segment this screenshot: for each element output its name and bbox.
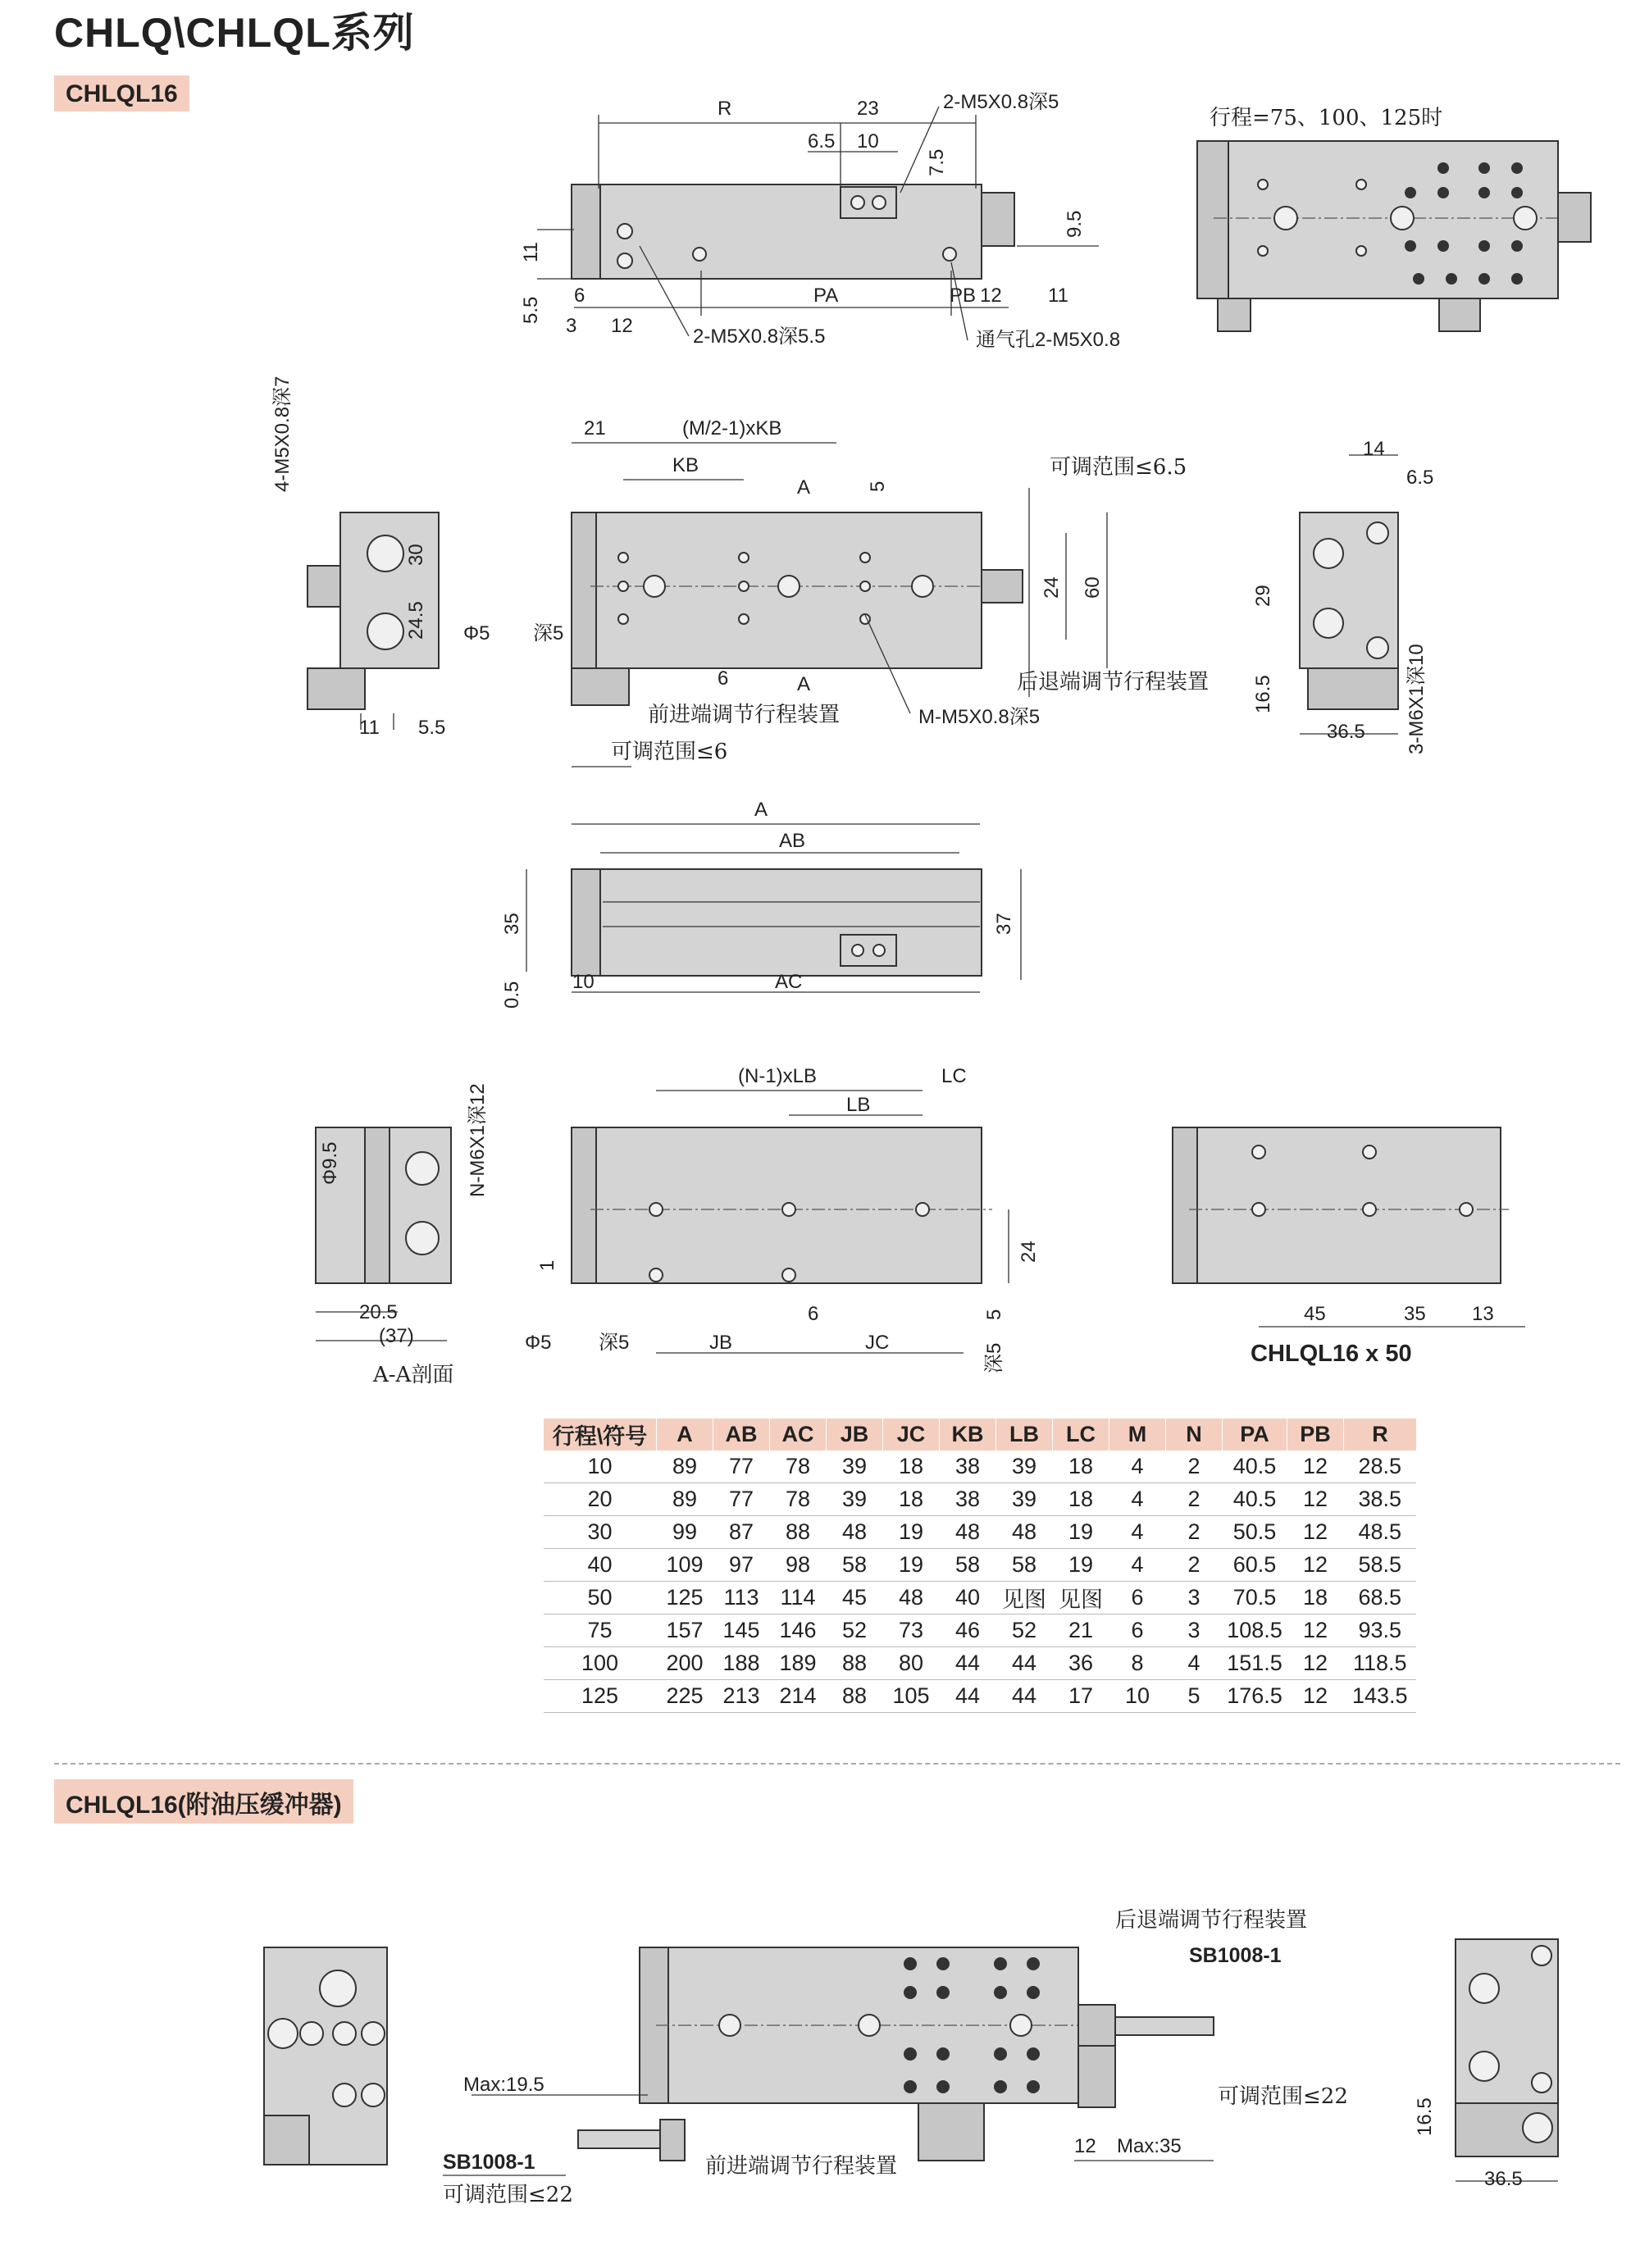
table-cell: 12 — [1287, 1647, 1344, 1680]
table-cell: 60.5 — [1223, 1549, 1287, 1582]
table-cell: 2 — [1166, 1483, 1223, 1516]
dim-label: Φ5 — [463, 622, 490, 644]
table-cell: 114 — [770, 1582, 827, 1614]
table-cell: 38 — [940, 1451, 996, 1483]
dim-label: 0.5 — [501, 981, 523, 1009]
table-cell: 214 — [770, 1680, 827, 1713]
table-cell: 12 — [1287, 1549, 1344, 1582]
dim-label: 60 — [1082, 576, 1104, 599]
part-label: SB1008-1 — [1189, 1944, 1282, 1967]
table-cell: 12 — [1287, 1483, 1344, 1516]
table-cell: 48.5 — [1344, 1516, 1417, 1549]
col-header: R — [1344, 1419, 1417, 1451]
dim-label: 10 — [857, 130, 879, 153]
table-cell: 见图 — [1053, 1582, 1109, 1614]
table-cell: 44 — [996, 1647, 1053, 1680]
col-header: N — [1166, 1419, 1223, 1451]
col-header: PB — [1287, 1419, 1344, 1451]
dim-label: 6 — [718, 667, 729, 690]
dim-label: 6.5 — [1406, 467, 1434, 489]
table-cell: 18 — [1287, 1582, 1344, 1614]
table-cell: 18 — [1053, 1451, 1109, 1483]
col-header: KB — [940, 1419, 996, 1451]
table-cell: 113 — [713, 1582, 770, 1614]
dim-label: 11 — [1048, 285, 1068, 307]
table-cell: 58 — [940, 1549, 996, 1582]
table-cell: 19 — [1053, 1549, 1109, 1582]
table-cell: 89 — [657, 1451, 713, 1483]
dim-label: 6 — [574, 285, 585, 307]
table-cell: 188 — [713, 1647, 770, 1680]
table-cell: 4 — [1109, 1451, 1166, 1483]
stroke-note: 行程=75、100、125时 — [1210, 106, 1443, 130]
table-cell: 39 — [827, 1451, 883, 1483]
dim-label: 16.5 — [1414, 2097, 1436, 2136]
dim-label: 通气孔2-M5X0.8 — [976, 329, 1121, 351]
table-cell: 50 — [544, 1582, 657, 1614]
table-cell: 2 — [1166, 1516, 1223, 1549]
table-row — [544, 1451, 1417, 1483]
table-cell: 20 — [544, 1483, 657, 1516]
dim-label: A — [754, 799, 768, 821]
table-cell: 100 — [544, 1647, 657, 1680]
table-cell: 225 — [657, 1680, 713, 1713]
dim-label: JC — [865, 1332, 890, 1354]
page-title: CHLQ\CHLQL系列 — [54, 10, 415, 56]
table-row — [544, 1680, 1417, 1713]
col-header: M — [1109, 1419, 1166, 1451]
table-cell: 12 — [1287, 1680, 1344, 1713]
table-cell: 见图 — [996, 1582, 1053, 1614]
table-cell: 157 — [657, 1614, 713, 1647]
dim-label: 36.5 — [1484, 2168, 1523, 2190]
dim-label: 可调范围≤22 — [1218, 2084, 1348, 2109]
table-cell: 28.5 — [1344, 1451, 1417, 1483]
table-cell: 19 — [883, 1516, 940, 1549]
table-cell: 80 — [883, 1647, 940, 1680]
dim-label: 7.5 — [926, 148, 948, 176]
dim-label: 29 — [1252, 585, 1274, 607]
dim-label: 16.5 — [1252, 675, 1274, 713]
dim-label: 35 — [501, 913, 523, 935]
table-cell: 40 — [940, 1582, 996, 1614]
dim-label: PA — [813, 285, 839, 307]
table-cell: 97 — [713, 1549, 770, 1582]
dim-label: A — [797, 476, 811, 499]
dim-label: 9.5 — [1064, 210, 1086, 238]
table-cell: 93.5 — [1344, 1614, 1417, 1647]
table-cell: 17 — [1053, 1680, 1109, 1713]
dim-label: 6 — [808, 1303, 819, 1325]
table-row — [544, 1614, 1417, 1647]
table-cell: 3 — [1166, 1582, 1223, 1614]
table-cell: 6 — [1109, 1582, 1166, 1614]
dim-label: 13 — [1472, 1303, 1494, 1325]
table-cell: 44 — [940, 1680, 996, 1713]
table-cell: 4 — [1109, 1549, 1166, 1582]
table-cell: 48 — [883, 1582, 940, 1614]
dim-label: AB — [779, 830, 806, 852]
dim-label: 12 — [1074, 2135, 1096, 2157]
dim-label: 前进端调节行程装置 — [705, 2154, 898, 2179]
table-cell: 10 — [544, 1451, 657, 1483]
dim-label: JB — [709, 1332, 733, 1354]
dim-label: 23 — [857, 98, 879, 120]
table-cell: 109 — [657, 1549, 713, 1582]
table-cell: 189 — [770, 1647, 827, 1680]
dim-label: 10 — [572, 971, 595, 993]
table-cell: 36 — [1053, 1647, 1109, 1680]
table-cell: 48 — [996, 1516, 1053, 1549]
dim-label: 后退端调节行程装置 — [1115, 1908, 1308, 1933]
dim-label: (N-1)xLB — [738, 1065, 818, 1087]
table-cell: 39 — [996, 1451, 1053, 1483]
dim-label: Max:19.5 — [463, 2074, 544, 2096]
dim-label: 后退端调节行程装置 — [1017, 670, 1210, 695]
dim-label: 1 — [536, 1259, 558, 1271]
section-label: A-A剖面 — [373, 1363, 454, 1387]
dim-label: 可调范围≤6.5 — [1050, 455, 1187, 480]
table-row — [544, 1483, 1417, 1516]
table-cell: 118.5 — [1344, 1647, 1417, 1680]
table-cell: 4 — [1166, 1647, 1223, 1680]
col-header: JC — [883, 1419, 940, 1451]
table-cell: 88 — [827, 1647, 883, 1680]
table-cell: 38.5 — [1344, 1483, 1417, 1516]
spec-table — [543, 1419, 1416, 1713]
dim-label: 45 — [1304, 1303, 1326, 1325]
table-cell: 8 — [1109, 1647, 1166, 1680]
table-cell: 2 — [1166, 1451, 1223, 1483]
table-cell: 200 — [657, 1647, 713, 1680]
dim-label: 可调范围≤22 — [443, 2183, 573, 2207]
table-cell: 78 — [770, 1483, 827, 1516]
table-cell: 88 — [827, 1680, 883, 1713]
table-row — [544, 1582, 1417, 1614]
table-cell: 18 — [1053, 1483, 1109, 1516]
dim-label: 6.5 — [808, 130, 836, 153]
section-tag-chlql16: CHLQL16 — [54, 75, 189, 112]
dim-label: 3-M6X1深10 — [1405, 644, 1428, 754]
col-header: LB — [996, 1419, 1053, 1451]
dim-label: 深5 — [599, 1332, 630, 1354]
drawing-front-view — [271, 376, 1433, 767]
table-cell: 125 — [544, 1680, 657, 1713]
dim-label: AC — [775, 971, 803, 993]
dim-label: 36.5 — [1327, 721, 1365, 743]
table-cell: 44 — [940, 1647, 996, 1680]
table-cell: 70.5 — [1223, 1582, 1287, 1614]
dim-label: 深5 — [533, 622, 564, 644]
dim-label: 14 — [1363, 438, 1385, 460]
col-header: JB — [827, 1419, 883, 1451]
table-cell: 12 — [1287, 1451, 1344, 1483]
table-cell: 6 — [1109, 1614, 1166, 1647]
table-cell: 18 — [883, 1451, 940, 1483]
dim-label: 5.5 — [520, 296, 542, 324]
table-cell: 176.5 — [1223, 1680, 1287, 1713]
dim-label: 12 — [611, 315, 633, 337]
table-cell: 4 — [1109, 1516, 1166, 1549]
table-cell: 77 — [713, 1483, 770, 1516]
dim-label: M-M5X0.8深5 — [918, 706, 1041, 728]
dim-label: 4-M5X0.8深7 — [271, 376, 294, 492]
col-header: PA — [1223, 1419, 1287, 1451]
table-cell: 40.5 — [1223, 1483, 1287, 1516]
table-cell: 19 — [883, 1549, 940, 1582]
dim-label: 35 — [1404, 1303, 1426, 1325]
dim-label: Φ5 — [525, 1332, 552, 1354]
dim-label: 5.5 — [418, 717, 446, 739]
dim-label: PB — [950, 285, 977, 307]
dim-label: N-M6X1深12 — [467, 1083, 489, 1197]
table-cell: 40.5 — [1223, 1451, 1287, 1483]
drawing-top-view — [520, 91, 1591, 351]
col-header: LC — [1053, 1419, 1109, 1451]
dim-label: 可调范围≤6 — [611, 740, 728, 764]
dim-label: KB — [672, 454, 699, 476]
dim-label: 30 — [405, 544, 427, 566]
drawing-buffer-views — [264, 1908, 1558, 2207]
dim-label: LC — [941, 1065, 967, 1087]
dim-label: 3 — [566, 315, 577, 337]
dim-label: 24.5 — [405, 601, 427, 640]
drawing-section-views — [316, 1065, 1525, 1387]
dim-label: (37) — [379, 1325, 414, 1347]
dim-label: Max:35 — [1117, 2135, 1182, 2157]
dim-label: 24 — [1041, 576, 1063, 599]
table-cell: 68.5 — [1344, 1582, 1417, 1614]
table-cell: 98 — [770, 1549, 827, 1582]
col-header: 行程\符号 — [544, 1419, 657, 1451]
col-header: AB — [713, 1419, 770, 1451]
dim-label: 5 — [867, 480, 889, 492]
table-cell: 12 — [1287, 1516, 1344, 1549]
dim-label: 前进端调节行程装置 — [648, 703, 841, 727]
table-cell: 77 — [713, 1451, 770, 1483]
dim-label: 21 — [584, 417, 606, 439]
table-cell: 19 — [1053, 1516, 1109, 1549]
table-cell: 146 — [770, 1614, 827, 1647]
table-cell: 48 — [827, 1516, 883, 1549]
table-cell: 2 — [1166, 1549, 1223, 1582]
table-cell: 21 — [1053, 1614, 1109, 1647]
table-cell: 58.5 — [1344, 1549, 1417, 1582]
table-cell: 40 — [544, 1549, 657, 1582]
table-cell: 88 — [770, 1516, 827, 1549]
dim-label: LB — [846, 1094, 871, 1116]
table-row — [544, 1647, 1417, 1680]
drawing-side-view — [501, 799, 1021, 1009]
table-cell: 52 — [827, 1614, 883, 1647]
table-cell: 89 — [657, 1483, 713, 1516]
table-cell: 125 — [657, 1582, 713, 1614]
dim-label: Φ9.5 — [319, 1141, 341, 1185]
table-cell: 38 — [940, 1483, 996, 1516]
table-cell: 145 — [713, 1614, 770, 1647]
dim-label: 37 — [993, 913, 1015, 935]
table-cell: 39 — [827, 1483, 883, 1516]
drawing-caption: CHLQL16 x 50 — [1251, 1341, 1412, 1367]
table-cell: 46 — [940, 1614, 996, 1647]
dim-label: 12 — [980, 285, 1002, 307]
dim-label: 11 — [520, 242, 542, 262]
table-cell: 151.5 — [1223, 1647, 1287, 1680]
table-cell: 48 — [940, 1516, 996, 1549]
table-cell: 99 — [657, 1516, 713, 1549]
dim-label: (M/2-1)xKB — [682, 417, 782, 439]
table-cell: 45 — [827, 1582, 883, 1614]
col-header: A — [657, 1419, 713, 1451]
table-cell: 10 — [1109, 1680, 1166, 1713]
table-cell: 39 — [996, 1483, 1053, 1516]
table-cell: 12 — [1287, 1614, 1344, 1647]
table-cell: 5 — [1166, 1680, 1223, 1713]
table-cell: 3 — [1166, 1614, 1223, 1647]
dim-label: R — [718, 98, 732, 120]
table-cell: 143.5 — [1344, 1680, 1417, 1713]
table-cell: 78 — [770, 1451, 827, 1483]
dim-label: 24 — [1018, 1241, 1040, 1263]
col-header: AC — [770, 1419, 827, 1451]
dim-label: 11 — [359, 717, 380, 739]
part-label: SB1008-1 — [443, 2151, 535, 2174]
table-cell: 213 — [713, 1680, 770, 1713]
table-cell: 50.5 — [1223, 1516, 1287, 1549]
table-cell: 73 — [883, 1614, 940, 1647]
dim-label: 5 — [983, 1309, 1005, 1320]
table-row — [544, 1549, 1417, 1582]
dim-label: 20.5 — [359, 1301, 398, 1323]
section-tag-chlql16-buffer: CHLQL16(附油压缓冲器) — [54, 1779, 353, 1824]
table-cell: 108.5 — [1223, 1614, 1287, 1647]
table-cell: 58 — [996, 1549, 1053, 1582]
table-cell: 58 — [827, 1549, 883, 1582]
table-cell: 75 — [544, 1614, 657, 1647]
table-cell: 87 — [713, 1516, 770, 1549]
dim-label: 深5 — [983, 1342, 1005, 1373]
table-row — [544, 1516, 1417, 1549]
table-cell: 4 — [1109, 1483, 1166, 1516]
spec-table-body — [544, 1451, 1417, 1713]
dim-label: 2-M5X0.8深5 — [943, 91, 1059, 113]
table-cell: 105 — [883, 1680, 940, 1713]
table-cell: 30 — [544, 1516, 657, 1549]
dim-label: 2-M5X0.8深5.5 — [693, 326, 826, 348]
dim-label: A — [797, 673, 811, 695]
spec-table-header — [544, 1419, 1417, 1451]
table-cell: 18 — [883, 1483, 940, 1516]
table-cell: 52 — [996, 1614, 1053, 1647]
table-cell: 44 — [996, 1680, 1053, 1713]
